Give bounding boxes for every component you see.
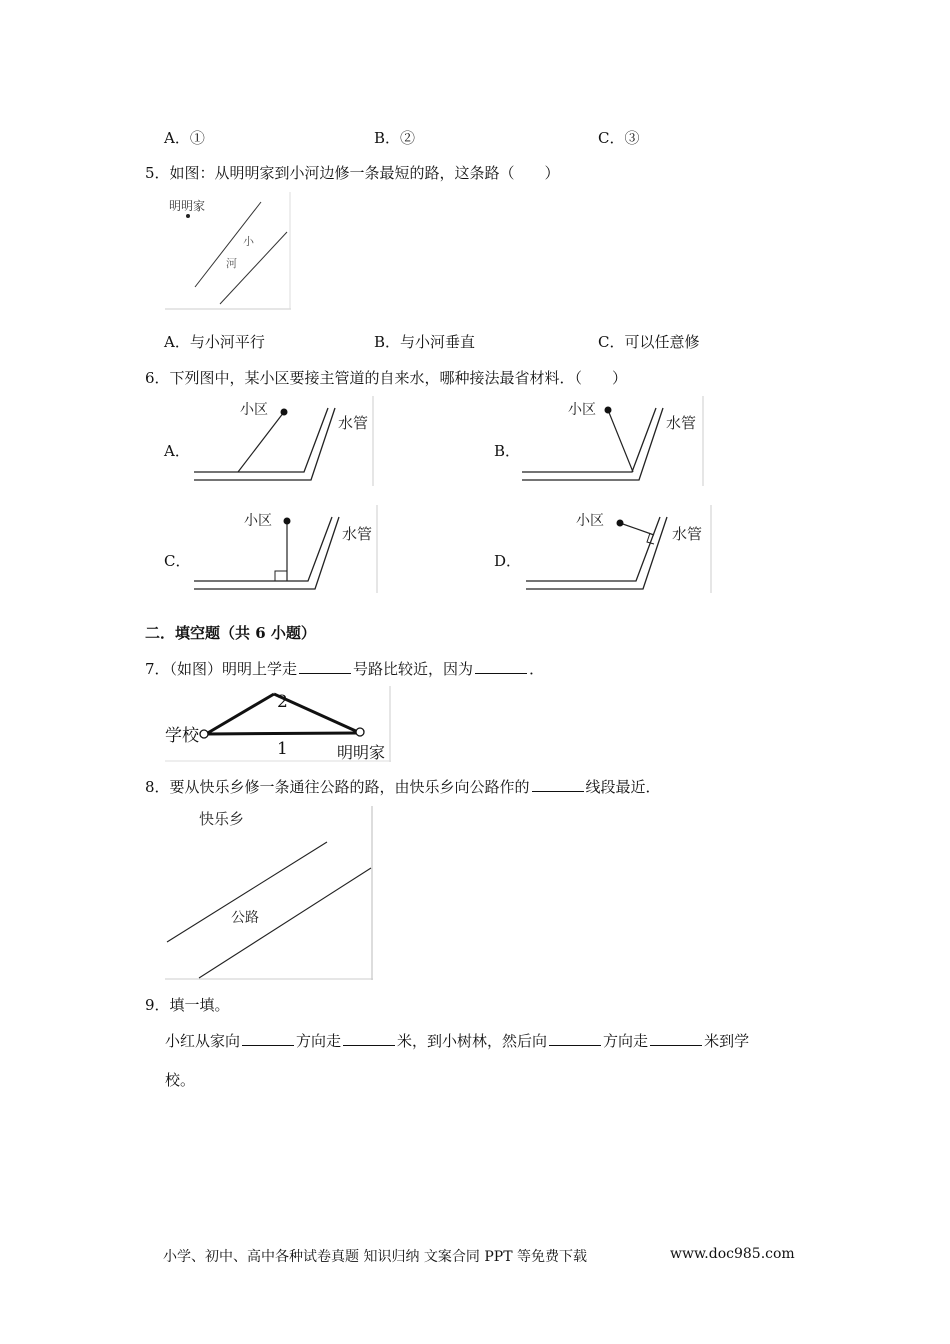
q6-figure-d [526, 505, 712, 593]
section-2-title: 二．填空题（共 6 小题） [145, 624, 316, 642]
q7-stem-part-2: 号路比较近，因为 [353, 660, 474, 678]
q5-figure [165, 192, 291, 310]
q6-figure-c [194, 505, 378, 593]
q4-option-b: B．② [374, 129, 416, 147]
q9-blank-4[interactable] [650, 1044, 702, 1046]
q6a-pipe-label: 水管 [338, 414, 369, 432]
q4-option-c: C．③ [598, 129, 640, 147]
q9-blank-3[interactable] [549, 1044, 601, 1046]
q9-stem: 9．填一填。 [145, 996, 230, 1014]
q7-blank-1[interactable] [299, 672, 351, 674]
q7-school-label: 学校 [165, 726, 199, 746]
q6-stem: 6．下列图中，某小区要接主管道的自来水，哪种接法最省材料．（ ） [145, 369, 628, 387]
q6a-community-label: 小区 [240, 402, 268, 418]
q7-stem-part-3: ． [529, 660, 545, 678]
q9-text-3: 米，到小树林，然后向 [397, 1032, 548, 1050]
q8-stem-part-1: 8．要从快乐乡修一条通往公路的路，由快乐乡向公路作的 [145, 778, 530, 796]
q9-line [165, 1030, 749, 1051]
q6b-community-label: 小区 [568, 402, 596, 418]
q5-home-label: 明明家 [169, 199, 206, 213]
q6-label-c: C． [164, 552, 191, 570]
q8-village-label: 快乐乡 [199, 810, 245, 828]
q8-figure [165, 806, 373, 980]
q8-stem [145, 776, 661, 797]
q9-text-1: 小红从家向 [165, 1032, 241, 1050]
q7-stem-part-1: 7．（如图）明明上学走 [145, 660, 298, 678]
q7-route-1-label: 1 [277, 739, 288, 759]
q7-stem [145, 658, 544, 679]
q7-figure [165, 686, 391, 762]
q6-figure-a [194, 396, 374, 486]
q6b-pipe-label: 水管 [666, 414, 697, 432]
q8-stem-part-2: 线段最近． [585, 778, 661, 796]
q6c-community-label: 小区 [244, 513, 272, 529]
q7-blank-2[interactable] [475, 672, 527, 674]
q9-blank-1[interactable] [242, 1044, 294, 1046]
q8-blank[interactable] [532, 790, 584, 792]
q6d-pipe-label: 水管 [672, 525, 703, 543]
q6d-community-label: 小区 [576, 513, 604, 529]
q9-text-2: 方向走 [296, 1032, 342, 1050]
q8-road-label: 公路 [231, 910, 259, 926]
footer-text: 小学、初中、高中各种试卷真题 知识归纳 文案合同 PPT 等免费下载 [163, 1249, 587, 1265]
q6-label-a: A． [164, 442, 190, 460]
q7-route-2-label: 2 [277, 692, 288, 712]
q9-text-4: 方向走 [603, 1032, 649, 1050]
q4-option-a: A．① [164, 129, 205, 147]
q7-home-label: 明明家 [337, 743, 386, 762]
q6-figure-b [522, 396, 704, 486]
q5-stem: 5．如图：从明明家到小河边修一条最短的路，这条路（ ） [145, 164, 560, 182]
q9-line-2: 校。 [165, 1071, 196, 1089]
q6-label-d: D． [494, 552, 522, 570]
q9-blank-2[interactable] [343, 1044, 395, 1046]
q9-text-5: 米到学 [704, 1032, 750, 1050]
q5-river-char-1: 小 [243, 235, 254, 248]
q6c-pipe-label: 水管 [342, 525, 373, 543]
footer-url[interactable]: www.doc985.com [670, 1246, 795, 1262]
q5-option-b: B．与小河垂直 [374, 333, 476, 351]
q6-label-b: B． [494, 442, 521, 460]
q5-river-char-2: 河 [226, 257, 237, 270]
q5-option-c: C．可以任意修 [598, 333, 700, 351]
q5-option-a: A．与小河平行 [164, 333, 265, 351]
